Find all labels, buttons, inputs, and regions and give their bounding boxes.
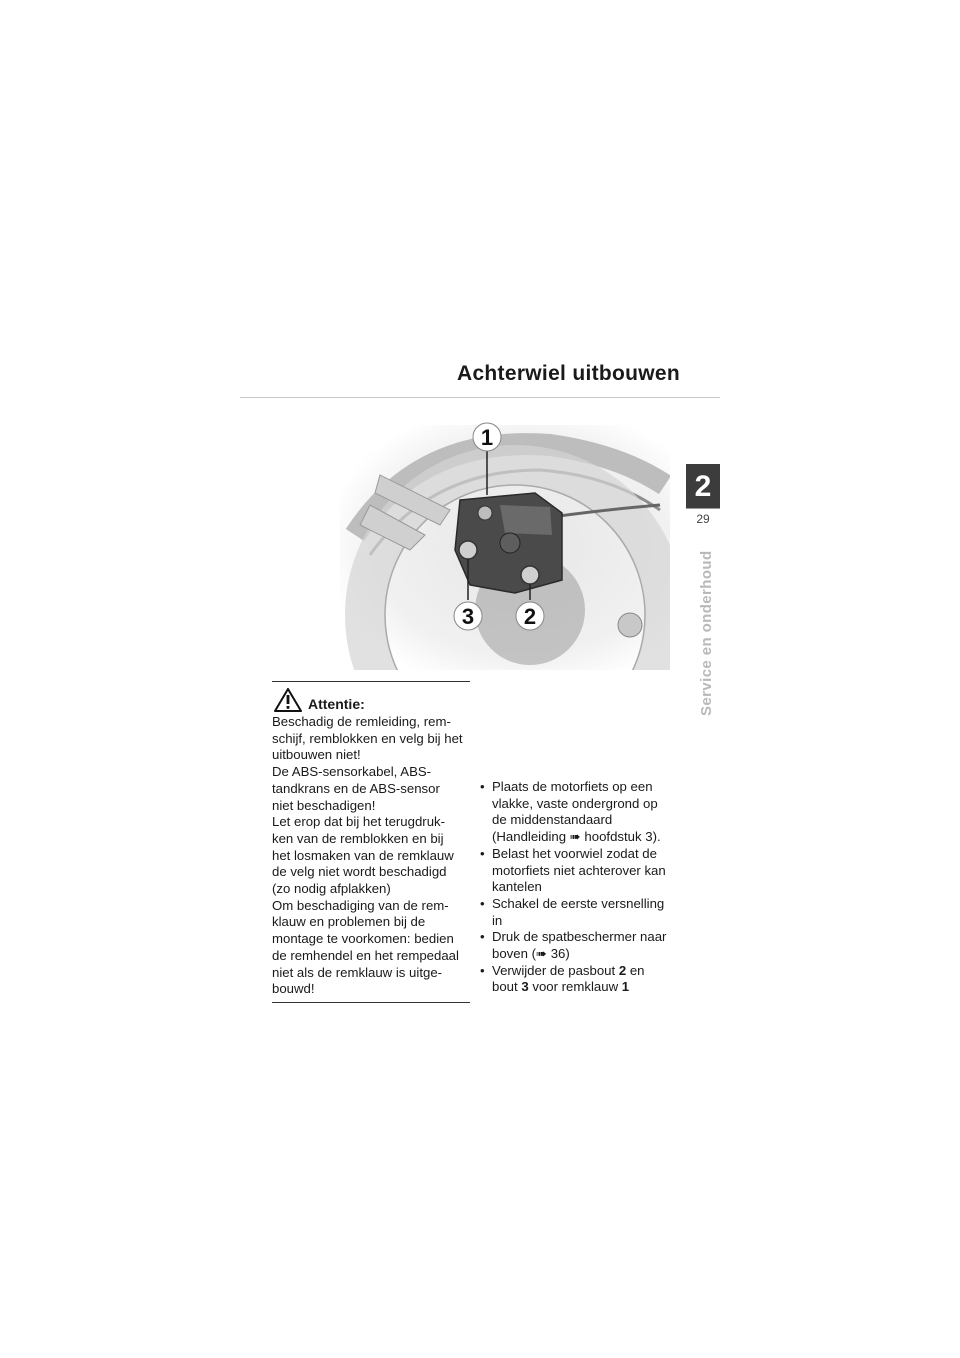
step-item xyxy=(480,896,690,929)
step-line xyxy=(492,963,690,980)
callout-ref-1: 1 xyxy=(621,979,630,995)
procedure-steps xyxy=(480,779,690,996)
section-label: Service en onderhoud xyxy=(698,550,715,716)
step-line: • Plaats de motorfiets op een xyxy=(492,779,653,794)
brake-caliper-illustration xyxy=(300,415,670,670)
step-text: Verwijder de pasbout xyxy=(492,962,619,978)
step-line: • Belast het voorwiel zodat de xyxy=(492,845,657,861)
step-line: in xyxy=(492,912,503,928)
warning-line: het losmaken van de remklauw xyxy=(272,847,454,863)
warning-line: klauw en problemen bij de xyxy=(272,914,426,930)
warning-line: tandkrans en de ABS-sensor xyxy=(272,780,440,796)
warning-line: (zo nodig afplakken) xyxy=(272,881,391,897)
callout-2: 2 xyxy=(523,604,537,629)
callout-1: 1 xyxy=(480,425,494,450)
warning-line: Om beschadiging van de rem- xyxy=(272,897,449,913)
step-item xyxy=(480,779,690,846)
warning-line: montage te voorkomen: bedien xyxy=(272,931,454,947)
step-line: de middenstandaard xyxy=(492,812,613,828)
warning-heading xyxy=(274,686,470,712)
warning-line: de remhendel en het rempedaal xyxy=(272,947,459,963)
warning-line: Let erop dat bij het terugdruk- xyxy=(272,814,446,830)
step-item xyxy=(480,846,690,896)
warning-text xyxy=(272,714,470,998)
warning-box xyxy=(272,681,470,1003)
step-text: en xyxy=(626,962,645,978)
callout-ref-3: 3 xyxy=(521,979,529,995)
step-line: • Schakel de eerste versnelling xyxy=(492,895,665,911)
warning-line: bouwd! xyxy=(272,981,315,997)
warning-line: niet beschadigen! xyxy=(272,797,376,813)
warning-line: ken van de remblokken en bij xyxy=(272,830,444,846)
brake-caliper-drawing xyxy=(300,415,670,670)
step-text: bout xyxy=(492,979,522,995)
step-line xyxy=(492,979,690,996)
step-line: (Handleiding ➠ hoofdstuk 3). xyxy=(492,829,661,845)
warning-line: Beschadig de remleiding, rem- xyxy=(272,714,451,729)
step-text: voor remklauw xyxy=(528,979,622,995)
warning-line: De ABS-sensorkabel, ABS- xyxy=(272,764,432,780)
step-line: boven (➠ 36) xyxy=(492,946,570,962)
page-number: 29 xyxy=(686,508,720,526)
warning-triangle-icon xyxy=(274,688,302,712)
step-line: • Druk de spatbeschermer naar xyxy=(492,929,667,945)
title-divider xyxy=(240,397,720,398)
step-line: vlakke, vaste ondergrond op xyxy=(492,795,658,811)
step-line: motorfiets niet achterover kan xyxy=(492,862,666,878)
step-item xyxy=(480,963,690,996)
warning-line: schijf, remblokken en velg bij het xyxy=(272,730,463,746)
warning-line: niet als de remklauw is uitge- xyxy=(272,964,443,980)
warning-title: Attentie: xyxy=(308,696,365,712)
step-line: kantelen xyxy=(492,879,542,895)
page-title: Achterwiel uitbouwen xyxy=(456,362,680,385)
callout-ref-2: 2 xyxy=(618,962,627,978)
warning-line: uitbouwen niet! xyxy=(272,747,361,763)
warning-line: de velg niet wordt beschadigd xyxy=(272,864,447,880)
step-item xyxy=(480,929,690,962)
callout-3: 3 xyxy=(461,604,475,629)
chapter-tab: 2 xyxy=(686,464,720,508)
